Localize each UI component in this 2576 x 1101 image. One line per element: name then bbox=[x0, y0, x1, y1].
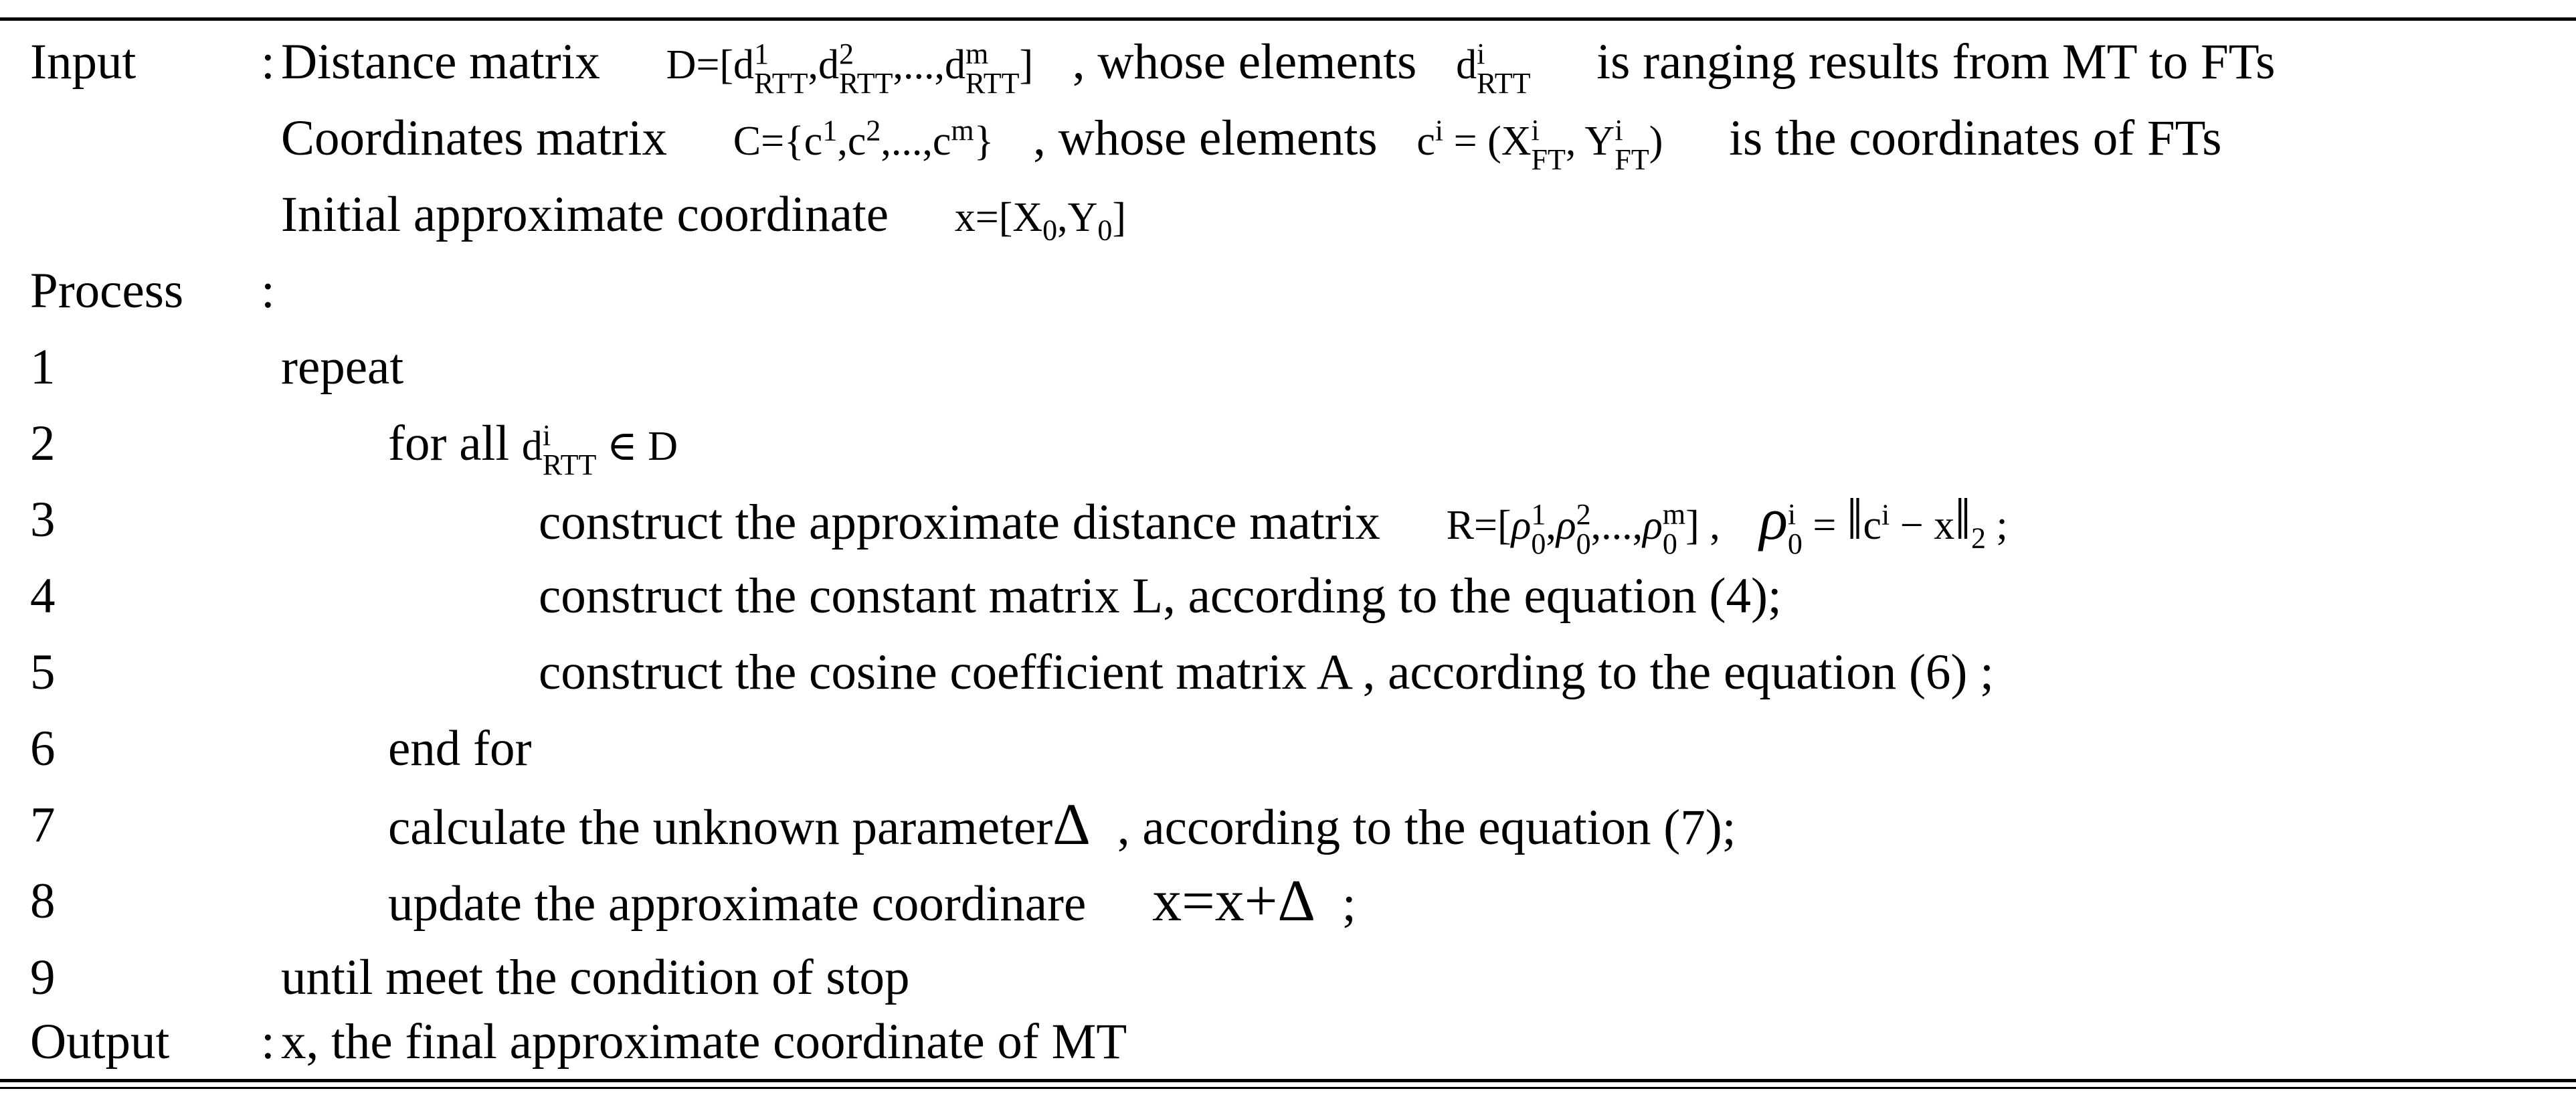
step-text: construct the constant matrix L, according to the equation (4); bbox=[539, 568, 1782, 624]
output-label: Output bbox=[30, 1014, 170, 1070]
step-text: repeat bbox=[281, 339, 404, 395]
step-row-4 bbox=[0, 558, 2576, 634]
step-row-5 bbox=[0, 634, 2576, 711]
bottom-rule-thick bbox=[0, 1079, 2576, 1082]
initial-coordinate-label: Initial approximate coordinate bbox=[281, 187, 889, 242]
output-colon: : bbox=[261, 1014, 275, 1070]
coordinates-matrix-label: Coordinates matrix bbox=[281, 110, 667, 166]
step-number: 3 bbox=[30, 492, 56, 547]
step-number: 1 bbox=[30, 339, 56, 395]
process-row bbox=[0, 253, 2576, 329]
output-row bbox=[0, 1004, 2576, 1080]
top-rule bbox=[0, 17, 2576, 21]
process-label: Process bbox=[30, 263, 184, 319]
approx-distance-matrix-math: R=[ρ 1 0 ,ρ 2 0 ,...,ρ m 0 ] , bbox=[1446, 497, 1720, 560]
input-colon: : bbox=[261, 34, 275, 90]
element-c-math: $c^i = (X$ i FT , Y i FT ) bbox=[1416, 113, 1663, 176]
delta-symbol: Δ bbox=[1052, 792, 1091, 857]
input-line-1 bbox=[281, 24, 2275, 103]
coordinates-matrix-math: $C=\{c^1,c^2,...,c^m\}$ bbox=[733, 114, 994, 164]
step-row-7 bbox=[0, 787, 2576, 863]
step-number: 6 bbox=[30, 721, 56, 776]
input-line-2 bbox=[281, 100, 2221, 179]
input-row-3 bbox=[0, 177, 2576, 253]
step-row-6 bbox=[0, 711, 2576, 787]
initial-coordinate-math: $x=[X_0,Y_0]$ bbox=[954, 195, 1127, 247]
distance-matrix-label: Distance matrix bbox=[281, 34, 600, 90]
rho-definition-math: ρ i 0 = $‖c^i$ − $x‖_2$ ; bbox=[1759, 487, 2008, 560]
for-all-math: d i RTT ∈ D bbox=[521, 418, 678, 481]
step-row-3 bbox=[0, 482, 2576, 558]
process-colon: : bbox=[261, 263, 275, 319]
step-row-2 bbox=[0, 406, 2576, 482]
input-line-3 bbox=[281, 177, 1126, 256]
step-content bbox=[388, 406, 678, 485]
step-text: construct the cosine coefficient matrix A , according to the equation (6) ; bbox=[539, 645, 1994, 700]
step-content bbox=[539, 482, 2008, 564]
step-number: 4 bbox=[30, 568, 56, 624]
step-content bbox=[388, 787, 1736, 866]
step-text: for all bbox=[388, 416, 510, 471]
step-text: update the approximate coordinare bbox=[388, 876, 1087, 932]
step-number: 2 bbox=[30, 416, 56, 471]
distance-matrix-math: D=[d 1 RTT ,d 2 RTT ,...,d m RTT ] bbox=[666, 37, 1034, 100]
whose-elements-text-2: , whose elements bbox=[1033, 110, 1378, 166]
step-text-suffix: ; bbox=[1342, 876, 1356, 932]
coordinates-of-fts-text: is the coordinates of FTs bbox=[1729, 110, 2222, 166]
input-row-2 bbox=[0, 100, 2576, 177]
input-label: Input bbox=[30, 34, 136, 90]
step-text-suffix: , according to the equation (7); bbox=[1117, 800, 1736, 855]
ranging-results-text: is ranging results from MT to FTs bbox=[1596, 34, 2276, 90]
step-text: calculate the unknown parameter bbox=[388, 800, 1053, 855]
step-text: until meet the condition of stop bbox=[281, 950, 910, 1005]
step-number: 8 bbox=[30, 873, 56, 929]
step-number: 5 bbox=[30, 645, 56, 700]
element-d-math: d i RTT bbox=[1456, 37, 1531, 100]
bottom-rule-thin bbox=[0, 1087, 2576, 1089]
update-math: x=x+Δ bbox=[1152, 869, 1315, 934]
step-number: 9 bbox=[30, 950, 56, 1005]
output-text: x, the final approximate coordinate of MT bbox=[281, 1014, 1127, 1070]
step-row-8 bbox=[0, 863, 2576, 940]
step-text: end for bbox=[388, 721, 532, 776]
step-content bbox=[388, 863, 1356, 942]
whose-elements-text-1: , whose elements bbox=[1072, 34, 1417, 90]
step-row-1 bbox=[0, 329, 2576, 406]
step-text: construct the approximate distance matrix bbox=[539, 495, 1380, 550]
step-number: 7 bbox=[30, 797, 56, 853]
input-row-1 bbox=[0, 24, 2576, 100]
